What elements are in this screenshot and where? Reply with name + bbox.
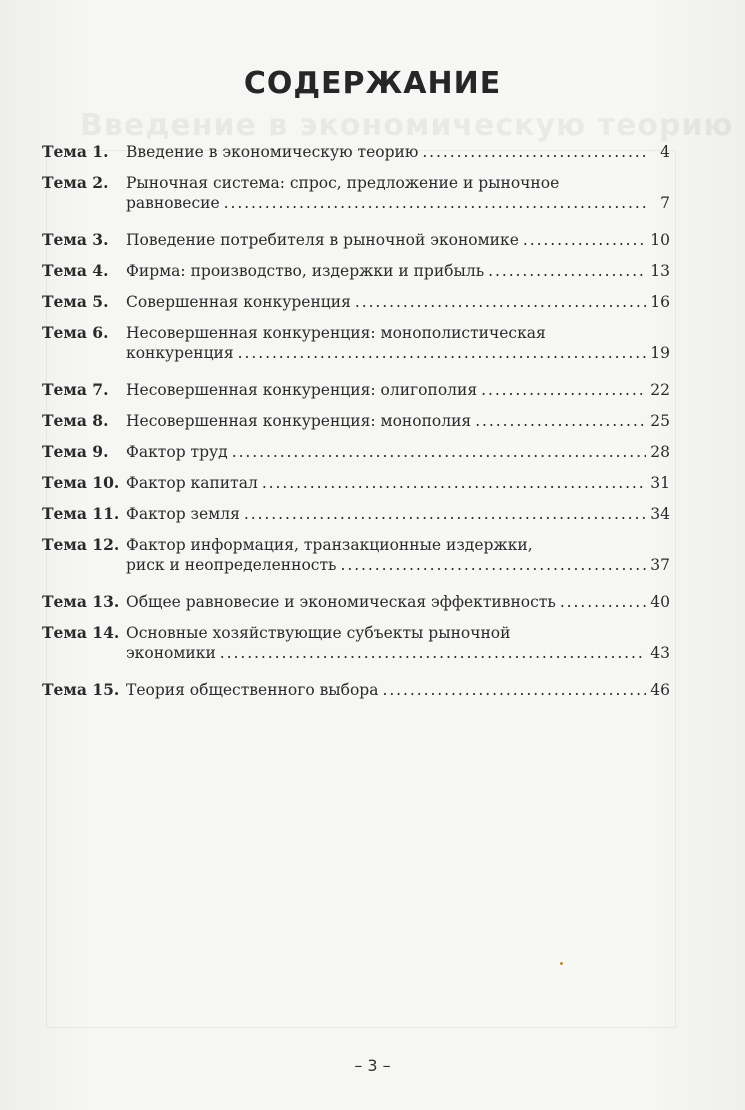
page-reference: 22 <box>650 381 670 399</box>
dot-leader <box>422 142 648 162</box>
topic-label: Тема 6. <box>42 323 109 342</box>
topic-label: Тема 4. <box>42 261 109 280</box>
topic-label: Тема 7. <box>42 380 109 399</box>
page-reference: 40 <box>650 593 670 611</box>
topic-title <box>126 292 670 312</box>
topic-label: Тема 5. <box>42 292 109 311</box>
toc-entry <box>42 535 670 575</box>
topic-title-line <box>126 230 670 250</box>
page-title: СОДЕРЖАНИЕ <box>243 66 502 101</box>
dot-leader <box>232 442 647 462</box>
toc-entry <box>42 380 670 400</box>
topic-title-text: Фактор информация, транзакционные издержки, <box>126 536 533 554</box>
toc-entry <box>42 173 670 213</box>
topic-label: Тема 1. <box>42 142 109 161</box>
page-reference: 10 <box>650 231 670 249</box>
dot-leader <box>341 555 647 575</box>
topic-title-line <box>126 411 670 431</box>
topic-label: Тема 3. <box>42 230 109 249</box>
page-reference: 34 <box>650 505 670 523</box>
dot-leader <box>475 411 646 431</box>
topic-title-text: Рыночная система: спрос, предложение и рыночное <box>126 174 560 192</box>
page-reference: 37 <box>650 556 670 574</box>
toc-entry <box>42 292 670 312</box>
toc-entry <box>42 323 670 363</box>
page-reference: 31 <box>650 474 670 492</box>
page-number: – 3 – <box>354 1056 391 1075</box>
topic-label: Тема 11. <box>42 504 120 523</box>
toc-entry <box>42 473 670 493</box>
topic-label: Тема 14. <box>42 623 120 642</box>
bleed-through-text: Введение в экономическую теорию <box>80 108 734 143</box>
topic-title-text: Несовершенная конкуренция: олигополия <box>126 381 478 399</box>
topic-title-line <box>126 623 670 643</box>
dot-leader <box>220 643 646 663</box>
topic-title-text: Введение в экономическую теорию <box>126 143 419 161</box>
topic-title-line <box>126 343 670 363</box>
topic-title <box>126 261 670 281</box>
dot-leader <box>481 380 646 400</box>
topic-title-line <box>126 292 670 312</box>
topic-label: Тема 2. <box>42 173 109 192</box>
dot-leader <box>355 292 646 312</box>
toc-entry <box>42 142 670 162</box>
topic-title-line <box>126 193 670 213</box>
paper-speck <box>560 962 563 965</box>
dot-leader <box>523 230 646 250</box>
topic-title-text: Несовершенная конкуренция: монополия <box>126 412 472 430</box>
topic-title-text: Совершенная конкуренция <box>126 293 351 311</box>
toc-entry <box>42 442 670 462</box>
toc-entry <box>42 230 670 250</box>
dot-leader <box>560 592 646 612</box>
page-reference: 16 <box>650 293 670 311</box>
dot-leader <box>488 261 646 281</box>
toc-entry <box>42 623 670 663</box>
topic-title-text: Основные хозяйствующие субъекты рыночной <box>126 624 511 642</box>
page-reference: 46 <box>650 681 670 699</box>
topic-title-text: Общее равновесие и экономическая эффективность <box>126 593 556 611</box>
topic-title-text: Фактор труд <box>126 443 228 461</box>
page-reference: 25 <box>650 412 670 430</box>
topic-title-line <box>126 535 670 555</box>
topic-title-text: Поведение потребителя в рыночной экономике <box>126 231 519 249</box>
topic-title-text: Фирма: производство, издержки и прибыль <box>126 262 485 280</box>
topic-title <box>126 173 670 213</box>
topic-title <box>126 142 670 162</box>
topic-label: Тема 12. <box>42 535 120 554</box>
toc-entry <box>42 411 670 431</box>
page-reference: 7 <box>660 194 670 212</box>
topic-title-line <box>126 680 670 700</box>
page-reference: 19 <box>650 344 670 362</box>
dot-leader <box>382 680 646 700</box>
page-reference: 43 <box>650 644 670 662</box>
topic-title-line <box>126 504 670 524</box>
topic-title-line <box>126 473 670 493</box>
topic-title-line <box>126 442 670 462</box>
toc-entry <box>42 261 670 281</box>
topic-title <box>126 230 670 250</box>
topic-label: Тема 8. <box>42 411 109 430</box>
toc-entry <box>42 592 670 612</box>
page-reference: 13 <box>650 262 670 280</box>
topic-title-text: равновесие <box>126 194 220 212</box>
topic-title <box>126 323 670 363</box>
topic-title <box>126 442 670 462</box>
dot-leader <box>224 193 648 213</box>
toc-entry <box>42 504 670 524</box>
topic-title-line <box>126 643 670 663</box>
page-reference: 4 <box>660 143 670 161</box>
topic-title <box>126 504 670 524</box>
topic-title <box>126 592 670 612</box>
topic-title-text: Несовершенная конкуренция: монополистическая <box>126 324 546 342</box>
topic-title-line <box>126 142 670 162</box>
topic-title-line <box>126 261 670 281</box>
topic-title-line <box>126 380 670 400</box>
topic-title-text: экономики <box>126 644 216 662</box>
dot-leader <box>244 504 646 524</box>
toc-entry <box>42 680 670 700</box>
topic-title-line <box>126 323 670 343</box>
topic-title <box>126 380 670 400</box>
topic-title-text: Фактор земля <box>126 505 240 523</box>
topic-title-text: конкуренция <box>126 344 234 362</box>
dot-leader <box>262 473 646 493</box>
topic-title <box>126 680 670 700</box>
topic-title <box>126 623 670 663</box>
dot-leader <box>238 343 647 363</box>
topic-title-line <box>126 555 670 575</box>
topic-label: Тема 10. <box>42 473 120 492</box>
topic-label: Тема 15. <box>42 680 120 699</box>
topic-label: Тема 13. <box>42 592 120 611</box>
topic-title <box>126 411 670 431</box>
topic-title-text: Теория общественного выбора <box>126 681 379 699</box>
topic-title <box>126 473 670 493</box>
topic-title-line <box>126 173 670 193</box>
table-of-contents <box>42 142 670 700</box>
topic-title <box>126 535 670 575</box>
topic-title-text: Фактор капитал <box>126 474 258 492</box>
topic-title-line <box>126 592 670 612</box>
page-reference: 28 <box>650 443 670 461</box>
topic-title-text: риск и неопределенность <box>126 556 337 574</box>
topic-label: Тема 9. <box>42 442 109 461</box>
